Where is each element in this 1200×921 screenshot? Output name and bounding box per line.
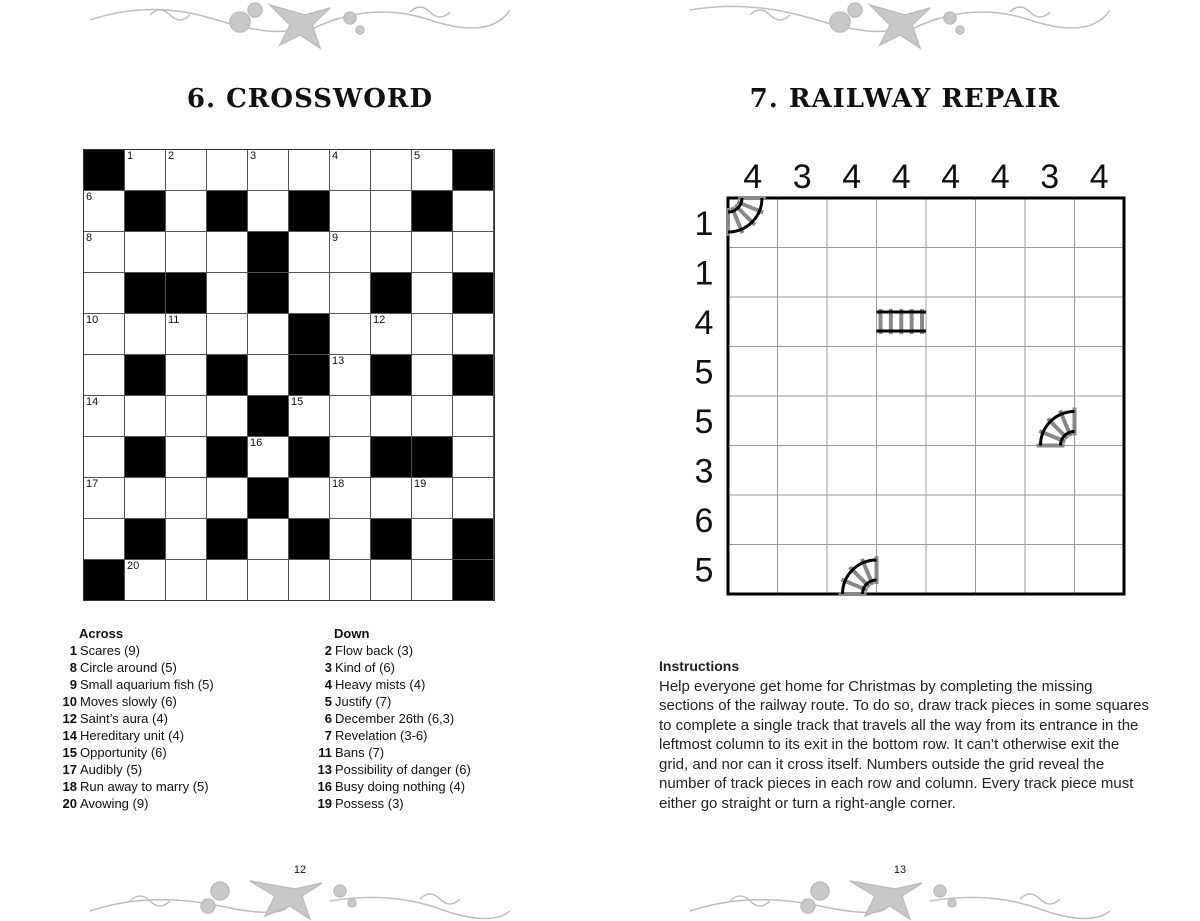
down-clue [314, 761, 471, 778]
down-clue [314, 693, 471, 710]
clue-text: Opportunity (6) [80, 745, 167, 760]
crossword-cell[interactable] [166, 478, 207, 519]
row-clue: 6 [694, 501, 714, 540]
crossword-cell[interactable] [412, 478, 453, 519]
clue-number: 5 [324, 694, 332, 709]
clue-number: 10 [62, 694, 77, 709]
crossword-cell[interactable] [330, 478, 371, 519]
column-clue: 4 [941, 158, 961, 196]
black-square [248, 478, 289, 519]
clue-text: Busy doing nothing (4) [335, 779, 466, 794]
clue-text: Revelation (3-6) [335, 728, 428, 743]
clue-text: Small aquarium fish (5) [80, 677, 214, 692]
crossword-cell[interactable] [84, 519, 125, 560]
crossword-cell[interactable] [289, 478, 330, 519]
black-square [84, 560, 125, 601]
black-square [289, 355, 330, 396]
crossword-cell[interactable] [412, 355, 453, 396]
black-square [125, 355, 166, 396]
crossword-cell[interactable] [166, 150, 207, 191]
black-square [453, 355, 494, 396]
clue-text: December 26th (6,3) [335, 711, 455, 726]
clue-text: Kind of (6) [335, 660, 395, 675]
clue-text: Possibility of danger (6) [335, 762, 471, 777]
clue-number: 14 [62, 728, 77, 743]
clue-number: 2 [324, 643, 332, 658]
crossword-cell[interactable] [453, 478, 494, 519]
crossword-cell[interactable] [166, 396, 207, 437]
track-curve-piece [1037, 408, 1075, 446]
black-square [371, 437, 412, 478]
clue-number: 8 [69, 660, 77, 675]
black-square [125, 519, 166, 560]
crossword-cell[interactable] [453, 437, 494, 478]
across-clue [59, 659, 214, 676]
crossword-cell[interactable] [371, 396, 412, 437]
across-clue [59, 727, 214, 744]
clue-number: 16 [317, 779, 332, 794]
clue-text: Avowing (9) [80, 796, 149, 811]
clue-number: 17 [62, 762, 77, 777]
black-square [248, 232, 289, 273]
column-clue: 4 [990, 158, 1010, 196]
instructions-heading: Instructions [659, 658, 740, 674]
clue-number: 11 [168, 314, 180, 326]
row-clue: 5 [694, 353, 714, 392]
crossword-cell[interactable] [330, 519, 371, 560]
crossword-cell[interactable] [330, 560, 371, 601]
crossword-cell[interactable] [330, 396, 371, 437]
clue-number: 2 [168, 150, 175, 162]
down-clues [314, 625, 471, 812]
clue-text: Justify (7) [335, 694, 392, 709]
clue-number: 17 [86, 478, 99, 490]
clue-text: Moves slowly (6) [80, 694, 177, 709]
across-clue [59, 795, 214, 812]
crossword-cell[interactable] [412, 232, 453, 273]
clue-text: Hereditary unit (4) [80, 728, 185, 743]
crossword-cell[interactable] [330, 273, 371, 314]
crossword-cell[interactable] [289, 273, 330, 314]
railway-puzzle [680, 150, 1140, 600]
down-clue [314, 727, 471, 744]
crossword-cell[interactable] [207, 396, 248, 437]
clue-number: 18 [332, 478, 345, 490]
down-clue [314, 795, 471, 812]
across-clues [59, 625, 214, 812]
across-heading: Across [79, 626, 124, 641]
down-heading: Down [334, 626, 370, 641]
crossword-cell[interactable] [330, 191, 371, 232]
down-clue [314, 676, 471, 693]
crossword-cell[interactable] [166, 191, 207, 232]
crossword-cell[interactable] [412, 314, 453, 355]
crossword-cell[interactable] [84, 191, 125, 232]
down-clue [314, 744, 471, 761]
across-clue [59, 642, 214, 659]
clue-number: 3 [324, 660, 332, 675]
crossword-cell[interactable] [330, 437, 371, 478]
row-clue: 5 [694, 551, 714, 590]
crossword-cell[interactable] [125, 232, 166, 273]
crossword-cell[interactable] [207, 478, 248, 519]
crossword-cell[interactable] [166, 560, 207, 601]
crossword-cell[interactable] [84, 396, 125, 437]
row-clue: 5 [694, 402, 714, 441]
clue-number: 13 [332, 355, 345, 367]
crossword-cell[interactable] [125, 478, 166, 519]
crossword-cell[interactable] [453, 191, 494, 232]
clue-number: 5 [414, 150, 421, 162]
crossword-title: 6. CROSSWORD [186, 84, 434, 114]
down-clue [314, 642, 471, 659]
crossword-cell[interactable] [412, 273, 453, 314]
clue-text: Saint’s aura (4) [80, 711, 168, 726]
clue-number: 19 [317, 796, 332, 811]
crossword-cell[interactable] [412, 150, 453, 191]
clue-number: 16 [250, 437, 263, 449]
crossword-cell[interactable] [84, 314, 125, 355]
clue-number: 13 [317, 762, 332, 777]
down-clue-list [314, 642, 471, 812]
crossword-cell[interactable] [453, 314, 494, 355]
clue-number: 9 [332, 232, 339, 244]
crossword-cell[interactable] [125, 560, 166, 601]
crossword-cell[interactable] [371, 191, 412, 232]
crossword-cell[interactable] [207, 560, 248, 601]
clue-number: 18 [62, 779, 77, 794]
clue-text: Flow back (3) [335, 643, 414, 658]
crossword-cell[interactable] [248, 191, 289, 232]
black-square [289, 519, 330, 560]
clue-number: 1 [69, 643, 77, 658]
crossword-cell[interactable] [207, 232, 248, 273]
black-square [207, 437, 248, 478]
crossword-cell[interactable] [248, 560, 289, 601]
clue-text: Audibly (5) [80, 762, 143, 777]
crossword-cell[interactable] [125, 314, 166, 355]
black-square [453, 519, 494, 560]
clue-number: 6 [324, 711, 332, 726]
crossword-cell[interactable] [84, 478, 125, 519]
down-clue [314, 710, 471, 727]
black-square [84, 150, 125, 191]
crossword-cell[interactable] [371, 314, 412, 355]
crossword-cell[interactable] [371, 232, 412, 273]
black-square [371, 273, 412, 314]
clue-number: 19 [414, 478, 427, 490]
column-clue: 3 [792, 158, 812, 196]
track-straight-piece [877, 309, 927, 334]
column-clue: 4 [1089, 158, 1109, 196]
down-clue [314, 659, 471, 676]
across-clue [59, 778, 214, 795]
clue-number: 12 [62, 711, 77, 726]
clue-number: 10 [86, 314, 99, 326]
clue-number: 20 [62, 796, 77, 811]
column-clue: 4 [842, 158, 862, 196]
clue-number: 15 [62, 745, 77, 760]
crossword-cell[interactable] [207, 150, 248, 191]
black-square [412, 191, 453, 232]
crossword-cell[interactable] [166, 232, 207, 273]
crossword-cell[interactable] [330, 314, 371, 355]
crossword-cell[interactable] [289, 396, 330, 437]
clue-number: 6 [86, 191, 93, 203]
crossword-cell[interactable] [248, 314, 289, 355]
black-square [125, 191, 166, 232]
crossword-cell[interactable] [412, 560, 453, 601]
black-square [166, 273, 207, 314]
column-clue: 4 [743, 158, 763, 196]
crossword-cell[interactable] [330, 150, 371, 191]
crossword-cell[interactable] [248, 519, 289, 560]
black-square [207, 191, 248, 232]
crossword-cell[interactable] [166, 519, 207, 560]
crossword-cell[interactable] [248, 437, 289, 478]
black-square [412, 437, 453, 478]
column-clue: 3 [1040, 158, 1060, 196]
page-number-left: 12 [293, 864, 307, 876]
crossword-cell[interactable] [166, 437, 207, 478]
column-clue: 4 [891, 158, 911, 196]
crossword-cell[interactable] [207, 314, 248, 355]
instructions-block [659, 657, 1149, 813]
page-number-right: 13 [893, 864, 907, 876]
black-square [207, 519, 248, 560]
clue-number: 20 [127, 560, 140, 572]
row-clue: 4 [694, 303, 714, 342]
clue-number: 7 [324, 728, 332, 743]
across-clue [59, 744, 214, 761]
clue-text: Bans (7) [335, 745, 385, 760]
black-square [125, 437, 166, 478]
clue-number: 15 [291, 396, 304, 408]
crossword-cell[interactable] [412, 396, 453, 437]
clue-number: 9 [69, 677, 77, 692]
clue-text: Heavy mists (4) [335, 677, 426, 692]
row-clue: 1 [694, 204, 714, 243]
track-curve-piece [728, 198, 766, 236]
clue-text: Scares (9) [80, 643, 140, 658]
black-square [248, 396, 289, 437]
clue-number: 8 [86, 232, 93, 244]
crossword-cell[interactable] [371, 150, 412, 191]
across-clue-list [59, 642, 214, 812]
clue-number: 4 [324, 677, 332, 692]
crossword-cell[interactable] [248, 355, 289, 396]
crossword-cell[interactable] [166, 355, 207, 396]
crossword-cell[interactable] [84, 355, 125, 396]
crossword-cell[interactable] [330, 232, 371, 273]
crossword-cell[interactable] [289, 150, 330, 191]
instructions-text: Help everyone get home for Christmas by completing the missing sections of the railway route. To do so, draw track pieces in some squares to complete a single track that travels all the way from its entrance in the leftmost column to its exit in the bottom row. It can’t otherwise exit the grid, and nor can it cross itself. Numbers outside the grid reveal the number of track pieces in each row and column. Every track piece must either go straight or turn a right-angle corner. [659, 677, 1149, 812]
crossword-cell[interactable] [289, 232, 330, 273]
crossword-cell[interactable] [453, 396, 494, 437]
black-square [289, 437, 330, 478]
black-square [125, 273, 166, 314]
across-clue [59, 761, 214, 778]
clue-text: Run away to marry (5) [80, 779, 209, 794]
holly-ornament-top-right [690, 0, 1110, 60]
railway-title: 7. RAILWAY REPAIR [749, 84, 1061, 114]
crossword-cell[interactable] [453, 232, 494, 273]
across-clue [59, 710, 214, 727]
crossword-cell[interactable] [371, 560, 412, 601]
clue-number: 4 [332, 150, 339, 162]
clue-number: 1 [127, 150, 134, 162]
across-clue [59, 676, 214, 693]
clue-number: 3 [250, 150, 257, 162]
row-clue: 3 [694, 452, 714, 491]
clue-number: 11 [318, 745, 332, 760]
black-square [453, 150, 494, 191]
black-square [453, 273, 494, 314]
clue-text: Possess (3) [335, 796, 404, 811]
down-clue [314, 778, 471, 795]
black-square [371, 519, 412, 560]
crossword-cell[interactable] [166, 314, 207, 355]
clue-text: Circle around (5) [80, 660, 177, 675]
track-curve-piece [839, 556, 877, 594]
black-square [289, 314, 330, 355]
crossword-cell[interactable] [125, 150, 166, 191]
black-square [289, 191, 330, 232]
crossword-cell[interactable] [84, 273, 125, 314]
crossword-cell[interactable] [207, 273, 248, 314]
crossword-cell[interactable] [412, 519, 453, 560]
crossword-cell[interactable] [84, 437, 125, 478]
crossword-cell[interactable] [84, 232, 125, 273]
crossword-cell[interactable] [371, 478, 412, 519]
crossword-cell[interactable] [125, 396, 166, 437]
clue-number: 14 [86, 396, 99, 408]
across-clue [59, 693, 214, 710]
crossword-cell[interactable] [248, 150, 289, 191]
holly-ornament-top-left [90, 0, 510, 60]
clue-number: 12 [373, 314, 386, 326]
black-square [371, 355, 412, 396]
black-square [248, 273, 289, 314]
row-clue: 1 [694, 254, 714, 293]
black-square [207, 355, 248, 396]
black-square [453, 560, 494, 601]
crossword-cell[interactable] [289, 560, 330, 601]
crossword-cell[interactable] [330, 355, 371, 396]
